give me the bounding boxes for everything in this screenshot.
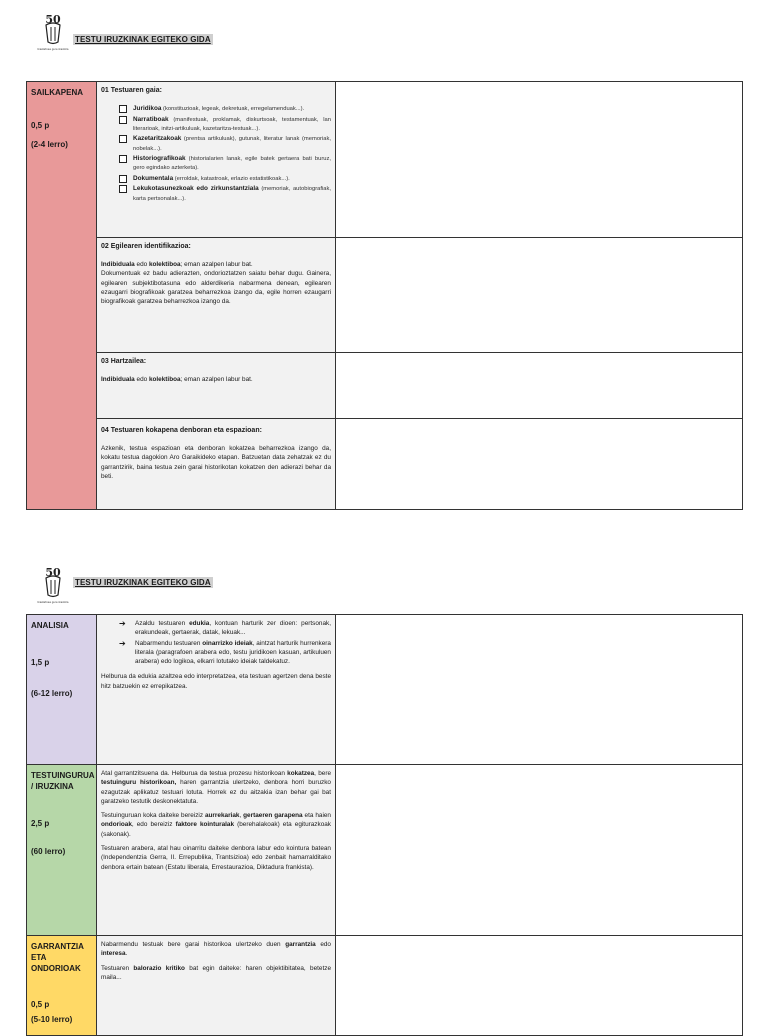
section-points: 0,5 p (31, 1000, 50, 1010)
q3-answer-cell[interactable] (336, 353, 743, 419)
text-type-checklist (119, 104, 331, 203)
checklist-item: Lekukotasunezkoak edo zirkunstantziala (memoriak, autobiografiak, karta pertsonalak...). (119, 184, 331, 203)
testuinguru-cell (97, 765, 336, 936)
logo-caption: Ikastetxea gure ikastola (37, 601, 69, 604)
testuinguru-para1: Atal garrantzitsuena da. Helburua da testua prozesu historikoan kokatzea, bere testuinguru historikoan, haren garrantzia ulertzeko, denbora horri buruzko ezagutzak aplikatuz testuari lotuta. Horrek ez du aitzakia izan behar gai bat garatzeko testutik deskonektatuta. (101, 770, 332, 805)
section-label: ANALISIA (31, 621, 69, 630)
garrantzia-label-cell (27, 936, 97, 1036)
section-lines: (2-4 lerro) (31, 139, 68, 149)
analisia-item: ➔ Nabarmendu testuaren oinarrizko ideiak, aintzat harturik hurrenkera literala (paragrafoen arabera edo, testu juridikoen kasuan, artikuluen arabera) edo logikoa, elkarri lotutako ideiak taldekatuz. (119, 638, 331, 666)
q1-heading: 01 Testuaren gaia: (101, 87, 162, 94)
q2-para1: Indibiduala edo kolektiboa; eman azalpen labur bat. (101, 261, 253, 269)
analisia-cell (97, 615, 336, 765)
checkbox-icon[interactable] (119, 155, 127, 163)
checkbox-icon[interactable] (119, 135, 127, 143)
school-logo (33, 565, 73, 605)
logo-number: 50 (45, 566, 61, 579)
section-label: SAILKAPENA (31, 88, 84, 97)
q3-para1: Indibiduala edo kolektiboa; eman azalpen labur bat. (101, 376, 253, 384)
section-label: GARRANTZIA (31, 942, 84, 951)
sailkapena-label-cell (27, 82, 97, 510)
testuinguru-para2: Testuinguruan koka daiteke bereiziz aurrekariak, gertaeren garapena eta haien ondorioak, edo bereiziz faktore kointuralak (berehalakoak) eta egiturazkoak (sakonak). (101, 812, 331, 838)
section-label-2: / IRUZKINA (31, 781, 74, 791)
section-points: 0,5 p (31, 120, 50, 130)
q4-answer-cell[interactable] (336, 419, 743, 510)
q3-heading: 03 Hartzailea: (101, 358, 147, 365)
q4-cell (97, 419, 336, 510)
garrantzia-answer-cell[interactable] (336, 936, 743, 1036)
section-lines: (60 lerro) (31, 847, 66, 857)
garrantzia-para2: Testuaren balorazio kritiko bat egin daiteke: haren objektibitatea, betetze maila... (101, 964, 331, 981)
section-points: 2,5 p (31, 818, 50, 828)
q4-heading: 04 Testuaren kokapena denboran eta espazioan: (101, 427, 262, 434)
logo-caption: Ikastetxea gure ikastola (37, 48, 69, 51)
q1-answer-cell[interactable] (336, 82, 743, 238)
checkbox-icon[interactable] (119, 105, 127, 113)
arrow-right-icon: ➔ (119, 619, 126, 628)
q2-answer-cell[interactable] (336, 238, 743, 353)
q4-para1: Azkenik, testua espazioan eta denboran kokatzea beharrezkoa izango da, kokatu testua dagokion Aro Garaikideko etapan. Batzuetan data zehatzak ez du garrantzirik, baina testua zein garai historikotan kokatzen den adierazi behar da beti. (101, 445, 331, 480)
school-logo (33, 12, 73, 52)
testuinguru-answer-cell[interactable] (336, 765, 743, 936)
analisia-answer-cell[interactable] (336, 615, 743, 765)
arrow-right-icon: ➔ (119, 638, 126, 648)
garrantzia-para1: Nabarmendu testuak bere garai historikoa ulertzeko duen garrantzia edo interesa. (101, 941, 331, 958)
checkbox-icon[interactable] (119, 116, 127, 124)
analisia-list (119, 619, 331, 666)
school-logo-icon (33, 565, 73, 605)
logo-number: 50 (45, 13, 61, 26)
q2-para2: Dokumentuak ez badu adierazten, ondorioztatzen saiatu behar dugu. Gainera, egilearen subjektibotasuna edo alderdikeria nabarmena denean, egilearen ezaugarri biografikoak garatzea beharrezkoa izango da, egile horren ezaugarri biografikoak garatzea beharrezkoa izango da. (101, 270, 331, 306)
sailkapena-table (26, 81, 743, 510)
section-points: 1,5 p (31, 657, 50, 667)
section-lines: (6-12 lerro) (31, 688, 73, 698)
section-label-2: ETA ONDORIOAK (31, 952, 81, 973)
testuinguru-label-cell (27, 765, 97, 936)
checklist-item: Kazetaritzakoak (prentsa artikuluak), gutunak, literatur lanak (memoriak, nobelak...). (119, 134, 331, 153)
checklist-item: Historiografikoak (historialarien lanak, egile batek gertaera bati buruz, gero egindako azterketa). (119, 154, 331, 173)
analisia-label-cell (27, 615, 97, 765)
school-logo-icon (33, 12, 73, 52)
analysis-table (26, 614, 743, 1036)
checklist-item: Juridikoa (konstituzioak, legeak, dekretuak, erregelamenduak...). (119, 104, 331, 113)
garrantzia-cell (97, 936, 336, 1036)
q2-heading: 02 Egilearen identifikazioa: (101, 243, 191, 250)
section-lines: (5-10 lerro) (31, 1015, 73, 1025)
analisia-item: ➔ Azaldu testuaren edukia, kontuan harturik zer dioen: pertsonak, erakundeak, gertaerak, datak, lekuak... (119, 619, 331, 637)
checkbox-icon[interactable] (119, 185, 127, 193)
checkbox-icon[interactable] (119, 175, 127, 183)
testuinguru-para3: Testuaren arabera, atal hau oinarritu daiteke denbora labur edo kointura batean (Independentzia Gerra, II. Errepublika, Trantsizioa) edo zenbait hamarralditako denbora ertain batean (Estatu liberala, Errestaurazioa, Diktadura frankista). (101, 844, 331, 871)
q1-cell (97, 82, 336, 238)
checklist-item: Narratiboak (manifestuak, proklamak, diskurtsoak, testamentuak, lan literarioak, initzi-artikuluak, kazetaritza-testuak...). (119, 115, 331, 134)
q2-cell (97, 238, 336, 353)
q3-cell (97, 353, 336, 419)
section-label: TESTUINGURUA (31, 771, 95, 780)
document-title: TESTU IRUZKINAK EGITEKO GIDA (75, 578, 211, 587)
document-title: TESTU IRUZKINAK EGITEKO GIDA (75, 35, 211, 44)
analisia-para: Helburua da edukia azaltzea edo interpretatzea, eta testuan agertzen dena beste hitz batzuekin ez errepikatzea. (101, 673, 331, 690)
checklist-item: Dokumentala (erroldak, katastroak, erlazio estatistikoak...). (119, 174, 331, 183)
